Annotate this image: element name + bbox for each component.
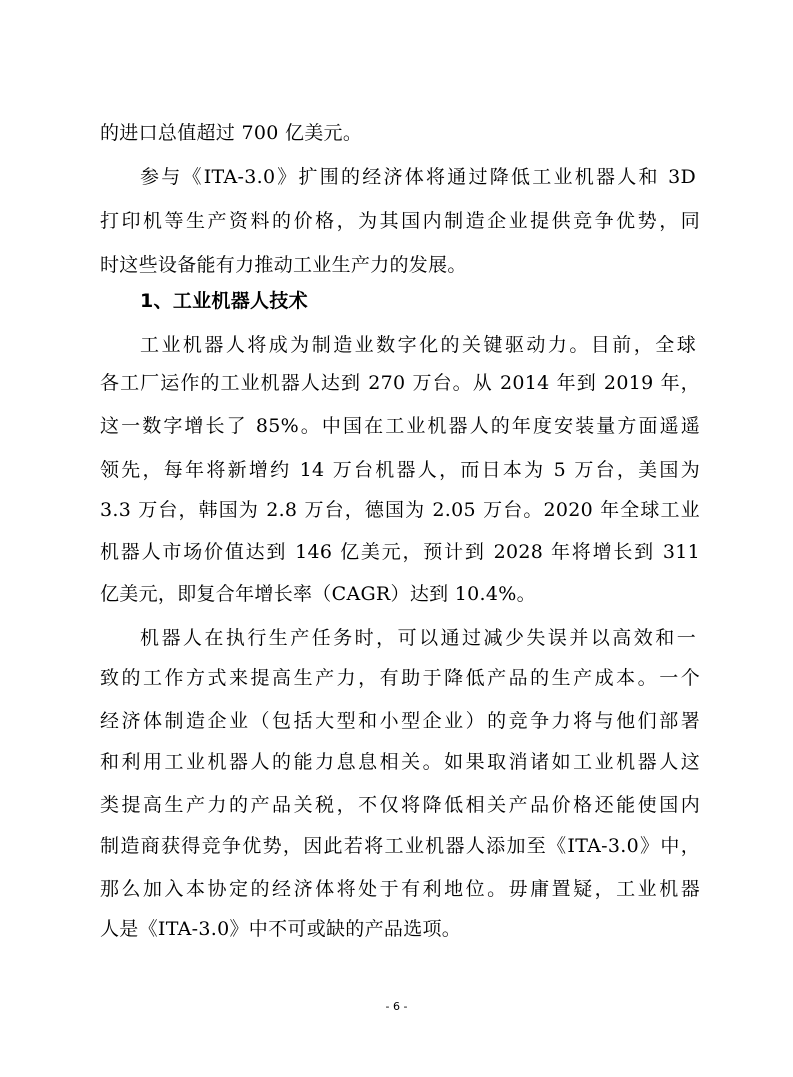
text-line: 各工厂运作的工业机器人达到 270 万台。从 2014 年到 2019 年， (100, 372, 700, 394)
text-line: 的进口总值超过 700 亿美元。 (100, 122, 363, 144)
text-line: 类提高生产力的产品关税，不仅将降低相关产品价格还能使国内 (100, 794, 700, 816)
text-line: 领先，每年将新增约 14 万台机器人，而日本为 5 万台，美国为 (100, 459, 700, 481)
text-line: 和利用工业机器人的能力息息相关。如果取消诸如工业机器人这 (100, 751, 700, 773)
text-line: 致的工作方式来提高生产力，有助于降低产品的生产成本。一个 (100, 667, 700, 689)
text-line: 时这些设备能有力推动工业生产力的发展。 (100, 254, 467, 276)
text-line: 人是《ITA-3.0》中不可或缺的产品选项。 (100, 918, 462, 940)
text-line: 这一数字增长了 85%。中国在工业机器人的年度安装量方面遥遥 (100, 415, 700, 437)
section-heading: 1、工业机器人技术 (140, 290, 308, 312)
text-line: 3.3 万台，韩国为 2.8 万台，德国为 2.05 万台。2020 年全球工业 (100, 499, 700, 521)
paragraph-first-line: 机器人在执行生产任务时，可以通过减少失误并以高效和一 (140, 627, 696, 649)
text-line: 那么加入本协定的经济体将处于有利地位。毋庸置疑，工业机器 (100, 878, 700, 900)
paragraph-first-line: 参与《ITA-3.0》扩围的经济体将通过降低工业机器人和 3D (140, 166, 696, 188)
text-line: 制造商获得竞争优势，因此若将工业机器人添加至《ITA-3.0》中， (100, 835, 700, 857)
paragraph-first-line: 工业机器人将成为制造业数字化的关键驱动力。目前，全球 (140, 334, 696, 356)
text-line: 打印机等生产资料的价格，为其国内制造企业提供竞争优势，同 (100, 210, 700, 232)
page-number: - 6 - (385, 1000, 408, 1013)
text-line: 经济体制造企业（包括大型和小型企业）的竞争力将与他们部署 (100, 710, 700, 732)
text-line: 机器人市场价值达到 146 亿美元，预计到 2028 年将增长到 311 (100, 541, 700, 563)
text-line: 亿美元，即复合年增长率（CAGR）达到 10.4%。 (100, 583, 536, 605)
